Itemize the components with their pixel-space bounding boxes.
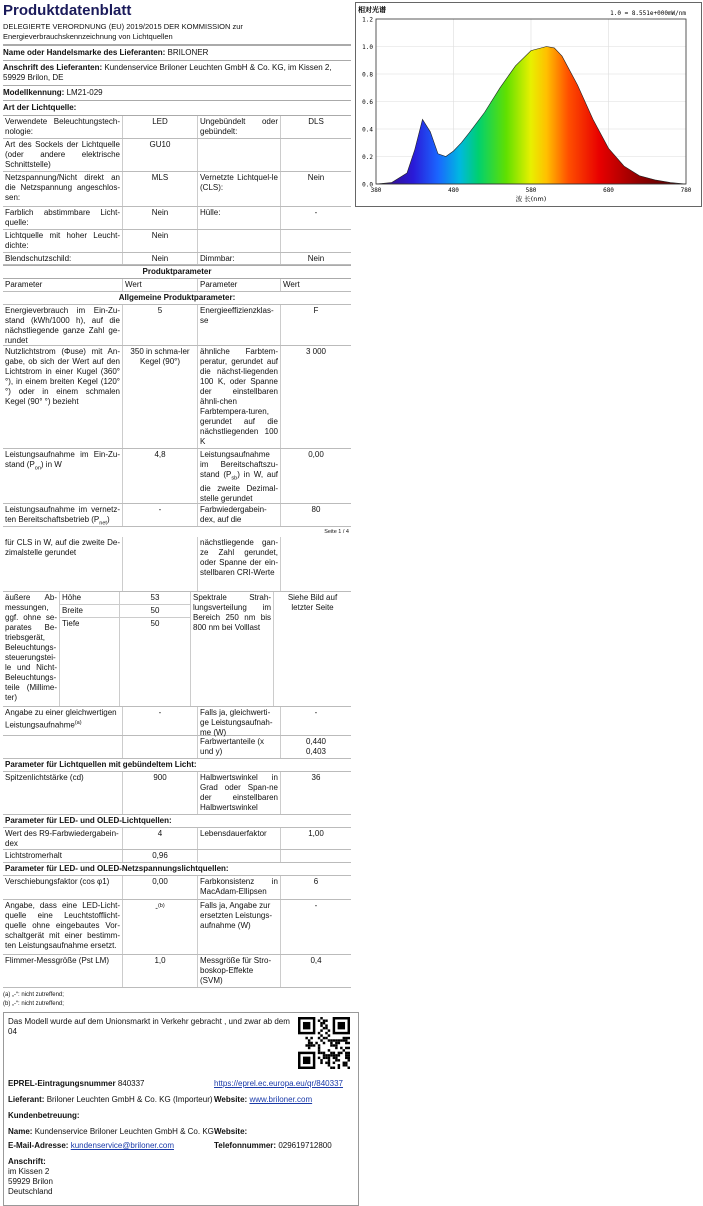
table-cell-c: ähnliche Farbtem-peratur, gerundet auf die nächst-liegenden 100 K, oder Spanne der einstellbaren ähnli-chen Farbtempera-turen, gerundet auf die nächstliegenden 100 K <box>198 346 281 448</box>
table-cell-a: Leistungsaufnahme im vernetz-ten Bereitschaftsbetrieb $(P_{net})$ <box>3 504 123 526</box>
qr-module <box>335 1042 337 1044</box>
qr-module <box>325 1037 327 1039</box>
depth-label: Tiefe <box>62 619 80 628</box>
supplier-label: Lieferant: <box>8 1095 45 1104</box>
table-cell-a: Blendschutzschild: <box>3 253 123 264</box>
flicker-row <box>3 955 351 988</box>
qr-module <box>335 1057 337 1059</box>
table-cell-c: Dimmbar: <box>198 253 281 264</box>
qr-module <box>330 1039 332 1041</box>
qr-module <box>328 1064 330 1066</box>
qr-module <box>320 1039 322 1041</box>
qr-module <box>320 1059 322 1061</box>
table-row <box>3 305 351 346</box>
chroma-y: 0,403 <box>305 747 327 756</box>
qr-module <box>345 1064 347 1066</box>
qr-module <box>335 1059 337 1061</box>
email-link[interactable]: kundenservice@briloner.com <box>70 1141 174 1150</box>
table-row <box>3 207 351 230</box>
qr-module <box>325 1027 327 1029</box>
note-a: (a) „-“: nicht zutreffend; <box>3 992 64 998</box>
maint-label: Lichtstromerhalt <box>3 850 123 862</box>
qr-module <box>343 1062 345 1064</box>
qr-module <box>338 1042 340 1044</box>
qr-module <box>330 1044 332 1046</box>
qr-module <box>308 1042 310 1044</box>
col-value-2: Wert <box>283 280 300 289</box>
table-cell-c: Leistungsaufnahme im Bereitschaftszu-stand $(P_{sb})$ in W, auf die zweite Dezimal-stelle gerundet <box>198 449 281 503</box>
service-heading: Kundenbetreuung: <box>8 1111 80 1120</box>
table-cell-b: 350 in schma-ler Kegel (90°) <box>123 346 198 448</box>
brand-label: Name oder Handelsmarke des Lieferanten: <box>3 48 166 57</box>
maint-row <box>3 850 351 863</box>
qr-module <box>333 1052 335 1054</box>
y-tick-label: 0.6 <box>362 99 373 106</box>
table-cell-a: Nutzlichtstrom (Φuse) mit An-gabe, ob sich der Wert auf den Lichtstrom in einer Kugel (360° °), in einem breiten Kegel (120° °) oder in einem schmalen Kegel (90° °) bezieht <box>3 346 123 448</box>
table-row <box>3 346 351 449</box>
life-label: Lebensdauerfaktor <box>198 828 281 849</box>
qr-module <box>328 1054 330 1056</box>
table-cell-b: Nein <box>123 253 198 264</box>
equiv-label: Angabe zu einer gleichwertigen Leistungsaufnahme <box>5 708 117 730</box>
qr-module <box>338 1052 340 1054</box>
col-param-2: Parameter <box>198 279 281 291</box>
flicker-label: Flimmer-Messgröße (Pst LM) <box>3 955 123 987</box>
brand-value: BRILONER <box>167 48 209 57</box>
maint-value: 0,96 <box>123 850 198 862</box>
address-value: Kundenservice Briloner Leuchten GmbH & Co. KG, im Kissen 2, 59929 Brilon, DE <box>3 63 332 82</box>
table-cell-c: Hülle: <box>198 207 281 229</box>
general-table <box>3 305 351 527</box>
table-cell-d <box>281 230 351 252</box>
table-cell-d: 80 <box>311 505 321 514</box>
qr-module <box>323 1027 325 1029</box>
x-axis-label: 波 长(nm) <box>515 195 547 203</box>
qr-module <box>320 1022 322 1024</box>
life-value: 1,00 <box>308 829 324 838</box>
pf-row <box>3 876 351 900</box>
col-value: Wert <box>123 279 198 291</box>
spectrum-chart <box>355 2 702 207</box>
qr-module <box>325 1019 327 1021</box>
table-row <box>3 504 351 527</box>
qr-module <box>330 1052 332 1054</box>
params-header <box>3 278 351 292</box>
qr-module <box>345 1052 347 1054</box>
y-tick-label: 1.2 <box>362 16 373 24</box>
qr-module <box>328 1049 330 1051</box>
spectral-value: Siehe Bild auf letzter Seite <box>287 593 338 612</box>
width-value: 50 <box>120 605 190 618</box>
y-tick-label: 0.8 <box>362 71 373 79</box>
table-cell-b: 5 <box>123 305 198 345</box>
qr-module <box>343 1049 345 1051</box>
qr-module <box>343 1039 345 1041</box>
qr-module <box>325 1057 327 1059</box>
replace-row: Angabe, dass eine LED-Licht-quelle eine Leuchtstofflicht-quelle ohne eingebautes Vor-schaltgerät mit einer bestimm-ten Leistungsaufnahme ersetzt. -$^{(b)}$ Falls ja, Angabe zur ersetzten Leistungs-aufnahme (W) - <box>3 900 351 955</box>
dimensions-row <box>3 592 351 707</box>
qr-module <box>323 1042 325 1044</box>
model-label: Modellkennung: <box>3 88 65 97</box>
qr-module <box>338 1054 340 1056</box>
address-line-2: 59929 Brilon <box>8 1177 53 1186</box>
qr-module <box>310 1042 312 1044</box>
qr-module <box>333 1039 335 1041</box>
qr-module <box>323 1037 325 1039</box>
qr-module <box>348 1037 350 1039</box>
pf-label: Verschiebungsfaktor (cos φ1) <box>3 876 123 899</box>
qr-module <box>325 1062 327 1064</box>
r9-label: Wert des R9-Farbwiedergabein-dex <box>3 828 123 849</box>
svm-label: Messgröße für Stro-boskop-Effekte (SVM) <box>198 955 281 987</box>
address-line-1: im Kissen 2 <box>8 1167 50 1176</box>
qr-module <box>333 1057 335 1059</box>
pf-value: 0,00 <box>123 876 198 899</box>
qr-module <box>348 1052 350 1054</box>
table-row <box>3 230 351 253</box>
chroma-row <box>3 736 351 759</box>
name-label: Name: <box>8 1127 33 1136</box>
model-value: LM21-029 <box>66 88 103 97</box>
qr-module <box>333 1067 335 1069</box>
table-cell-d: 0,00 <box>308 450 324 459</box>
qr-module <box>328 1057 330 1059</box>
general-heading: Allgemeine Produktparameter: <box>3 292 351 305</box>
replace2-label: Falls ja, Angabe zur ersetzten Leistungs-aufnahme (W) <box>198 900 281 954</box>
table-cell-d: Nein <box>307 173 325 182</box>
website-link[interactable]: www.briloner.com <box>249 1095 313 1104</box>
r9-value: 4 <box>123 828 198 849</box>
qr-module <box>310 1037 312 1039</box>
qr-module <box>318 1057 320 1059</box>
table-cell-b: Nein <box>123 207 198 229</box>
qr-module <box>345 1039 347 1041</box>
qr-module <box>348 1047 350 1049</box>
qr-module <box>348 1059 350 1061</box>
qr-module <box>310 1044 312 1046</box>
qr-module <box>318 1049 320 1051</box>
qr-module <box>318 1044 320 1046</box>
qr-module <box>345 1062 347 1064</box>
qr-module <box>323 1019 325 1021</box>
qr-module <box>338 1059 340 1061</box>
table-cell-d: F <box>313 306 319 315</box>
qr-module <box>345 1057 347 1059</box>
replace2-value: - <box>314 901 318 910</box>
page-number: Seite 1 / 4 <box>324 529 349 535</box>
table-row <box>3 172 351 207</box>
table-cell-c: Vernetzte Lichtquel-le (CLS): <box>198 172 281 206</box>
eprel-box <box>3 1012 359 1206</box>
address-heading: Anschrift: <box>8 1157 46 1166</box>
qr-module <box>348 1057 350 1059</box>
qr-module <box>333 1054 335 1056</box>
qr-module <box>328 1059 330 1061</box>
address-line-3: Deutschland <box>8 1187 53 1196</box>
table-cell-a: Verwendete Beleuchtungstech-nologie: <box>3 116 123 138</box>
qr-module <box>305 1037 307 1039</box>
eprel-value: 840337 <box>117 1079 145 1088</box>
r9-row <box>3 828 351 850</box>
table-cell-b: GU10 <box>123 139 198 171</box>
table-cell-a: Art des Sockels der Lichtquelle (oder andere elektrische Schnittstelle) <box>3 139 123 171</box>
table-cell-c: Farbwiedergabein-dex, auf die <box>198 504 281 526</box>
chart-title: 相对光谱 <box>358 6 386 14</box>
qr-module <box>333 1062 335 1064</box>
regulation-text: DELEGIERTE VERORDNUNG (EU) 2019/2015 DER KOMMISSION zur Energieverbrauchskennzeichnung von Lichtquellen <box>3 22 243 41</box>
qr-module <box>320 1024 322 1026</box>
qr-module <box>328 1039 330 1041</box>
note-b: (b) „-“: nicht zutreffend; <box>3 1001 64 1007</box>
table-cell-b: LED <box>123 116 198 138</box>
spectrum-svg <box>356 3 701 206</box>
equiv-row: Angabe zu einer gleichwertigen Leistungsaufnahme$^{(a)}$ - Falls ja, gleichwerti-ge Leistungsaufnah-me (W) - <box>3 707 351 736</box>
qr-module <box>345 1054 347 1056</box>
qr-module <box>335 1044 337 1046</box>
x-tick-label: 380 <box>370 187 382 194</box>
width-label: Breite <box>60 605 119 618</box>
x-tick-label: 680 <box>603 187 614 194</box>
chroma-x: 0,440 <box>305 737 327 746</box>
flicker-value: 1,0 <box>123 955 198 987</box>
qr-module <box>340 1039 342 1041</box>
beam-value: 36 <box>311 773 321 782</box>
table-cell-c: Energieeffizienzklas-se <box>198 305 281 345</box>
beam-label: Halbwertswinkel in Grad oder Span-ne der einstellbaren Halbwertswinkel <box>198 772 281 814</box>
name-value: Kundenservice Briloner Leuchten GmbH & Co. KG <box>34 1127 214 1136</box>
mls-heading: Parameter für LED- und OLED-Netzspannungslichtquellen: <box>3 863 351 876</box>
qr-module <box>313 1044 315 1046</box>
table-cell-d: - <box>314 208 318 217</box>
qr-module <box>328 1029 330 1031</box>
qr-module <box>338 1039 340 1041</box>
qr-module <box>318 1032 320 1034</box>
table-row <box>3 116 351 139</box>
replace-label: Angabe, dass eine LED-Licht-quelle eine Leuchtstofflicht-quelle ohne eingebautes Vor-schaltgerät mit einer bestimm-ten Leistungsaufnahme ersetzt. <box>3 900 123 954</box>
qr-module <box>348 1054 350 1056</box>
website-label: Website: <box>214 1095 248 1104</box>
qr-module <box>328 1034 330 1036</box>
table-cell-d: Nein <box>307 254 325 263</box>
qr-module <box>325 1024 327 1026</box>
equiv2-value: - <box>314 708 318 717</box>
directional-heading: Parameter für Lichtquellen mit gebündeltem Licht: <box>3 759 351 772</box>
qr-module <box>320 1052 322 1054</box>
qr-module <box>323 1054 325 1056</box>
qr-module <box>345 1047 347 1049</box>
qr-module <box>323 1052 325 1054</box>
qr-module <box>345 1037 347 1039</box>
table-cell-a: Lichtquelle mit hoher Leucht-dichte: <box>3 230 123 252</box>
peak-label: Spitzenlichtstärke (cd) <box>3 772 123 814</box>
mac-label: Farbkonsistenz in MacAdam-Ellipsen <box>198 876 281 899</box>
height-label: Höhe <box>60 592 119 605</box>
qr-module <box>338 1067 340 1069</box>
qr-code-icon[interactable] <box>298 1017 350 1069</box>
phone-value: 029619712800 <box>278 1141 332 1150</box>
spectrum-area <box>376 47 686 185</box>
table-cell-c: Ungebündelt oder gebündelt: <box>198 116 281 138</box>
table-row <box>3 449 351 504</box>
height-value: 53 <box>120 592 190 605</box>
qr-module <box>315 1042 317 1044</box>
qr-module <box>325 1054 327 1056</box>
table-cell-c <box>198 230 281 252</box>
y-tick-label: 1.0 <box>362 44 373 51</box>
qr-module <box>320 1062 322 1064</box>
qr-module <box>323 1057 325 1059</box>
type-heading: Art der Lichtquelle: <box>3 100 351 115</box>
qr-module <box>305 1044 307 1046</box>
qr-module <box>345 1042 347 1044</box>
dimensions-label: äußere Ab-messungen, ggf. ohne se-parates Be-triebsgerät, Beleuchtungs-steuerungstei-le und Nicht-Beleuchtungs-teile (Millime-ter) <box>3 592 60 706</box>
page-title: Produktdatenblatt <box>3 2 132 19</box>
qr-module <box>318 1047 320 1049</box>
replace-value: - <box>155 903 158 913</box>
table-cell-b: MLS <box>123 172 198 206</box>
y-tick-label: 0.0 <box>362 181 373 189</box>
x-tick-label: 580 <box>525 187 537 194</box>
qr-module <box>320 1017 322 1019</box>
qr-module <box>325 1032 327 1034</box>
chroma-label: Farbwertanteile (x und y) <box>198 736 281 758</box>
qr-module <box>318 1052 320 1054</box>
table-cell-d: 3 000 <box>305 347 327 356</box>
x-tick-label: 480 <box>448 187 459 194</box>
mac-value: 6 <box>313 877 319 886</box>
qr-module <box>340 1052 342 1054</box>
spectral-label: Spektrale Strah-lungsverteilung im Bereich 250 nm bis 800 nm bei Volllast <box>191 592 274 706</box>
email-label: E-Mail-Adresse: <box>8 1141 69 1150</box>
cls-continued: für CLS in W, auf die zweite De-zimalstelle gerundet <box>3 537 123 591</box>
eprel-label: EPREL-Eintragungsnummer <box>8 1079 116 1088</box>
address-label: Anschrift des Lieferanten: <box>3 63 103 72</box>
table-cell-a: Farblich abstimmbare Licht-quelle: <box>3 207 123 229</box>
table-cell-a: Energieverbrauch im Ein-Zu-stand (kWh/1000 h), auf die nächstliegende ganze Zahl ge-rundet <box>3 305 123 345</box>
type-table <box>3 115 351 265</box>
col-param: Parameter <box>3 279 123 291</box>
datasheet <box>3 0 351 1009</box>
qr-module <box>335 1039 337 1041</box>
qr-module <box>330 1042 332 1044</box>
led-heading: Parameter für LED- und OLED-Lichtquellen: <box>3 815 351 828</box>
cri-continued-row <box>3 537 351 592</box>
qr-module <box>335 1054 337 1056</box>
qr-module <box>333 1044 335 1046</box>
table-cell-a: Netzspannung/Nicht direkt an die Netzspannung angeschlos-sen: <box>3 172 123 206</box>
params-heading: Produktparameter <box>3 265 351 278</box>
qr-module <box>308 1044 310 1046</box>
website2-label: Website: <box>214 1127 248 1136</box>
qr-module <box>348 1042 350 1044</box>
qr-module <box>323 1022 325 1024</box>
qr-module <box>308 1047 310 1049</box>
y-tick-label: 0.4 <box>362 126 373 134</box>
equiv2-label: Falls ja, gleichwerti-ge Leistungsaufnah-me (W) <box>198 707 281 735</box>
table-cell-b: 4,8 <box>123 449 198 503</box>
supplier-value: Briloner Leuchten GmbH & Co. KG (Importeur) <box>46 1095 213 1104</box>
table-row <box>3 253 351 265</box>
table-cell-d <box>281 139 351 171</box>
svm-value: 0,4 <box>310 956 322 965</box>
cri-continued: nächstliegende gan-ze Zahl gerundet, oder Spanne der ein-stellbaren CRI-Werte <box>198 537 281 591</box>
qr-module <box>343 1064 345 1066</box>
qr-module <box>340 1047 342 1049</box>
table-cell-d: DLS <box>308 117 324 126</box>
qr-module <box>328 1062 330 1064</box>
qr-module <box>338 1064 340 1066</box>
table-cell-c <box>198 139 281 171</box>
qr-module <box>348 1067 350 1069</box>
eprel-link[interactable]: https://eprel.ec.europa.eu/qr/840337 <box>214 1079 343 1088</box>
table-cell-a: Leistungsaufnahme im Ein-Zu-stand $(P_{on})$ in W <box>3 449 123 503</box>
peak-row <box>3 772 351 815</box>
qr-module <box>308 1039 310 1041</box>
qr-module <box>330 1054 332 1056</box>
qr-module <box>343 1037 345 1039</box>
depth-value: 50 <box>150 619 160 628</box>
phone-label: Telefonnummer: <box>214 1141 277 1150</box>
qr-module <box>318 1019 320 1021</box>
qr-module <box>335 1047 337 1049</box>
y-tick-label: 0.2 <box>362 154 373 161</box>
table-row <box>3 139 351 172</box>
table-cell-b: - <box>123 504 198 526</box>
market-date-text: Das Modell wurde auf dem Unionsmarkt in Verkehr gebracht , und zwar ab dem 04 <box>8 1017 290 1036</box>
table-cell-b: Nein <box>123 230 198 252</box>
qr-module <box>330 1067 332 1069</box>
qr-module <box>320 1034 322 1036</box>
x-tick-label: 780 <box>680 187 692 194</box>
chart-annotation: 1.0 = 8.551e+000mW/nm <box>610 10 686 17</box>
qr-module <box>318 1037 320 1039</box>
qr-module <box>320 1029 322 1031</box>
peak-value: 900 <box>123 772 198 814</box>
equiv-value: - <box>123 707 198 735</box>
